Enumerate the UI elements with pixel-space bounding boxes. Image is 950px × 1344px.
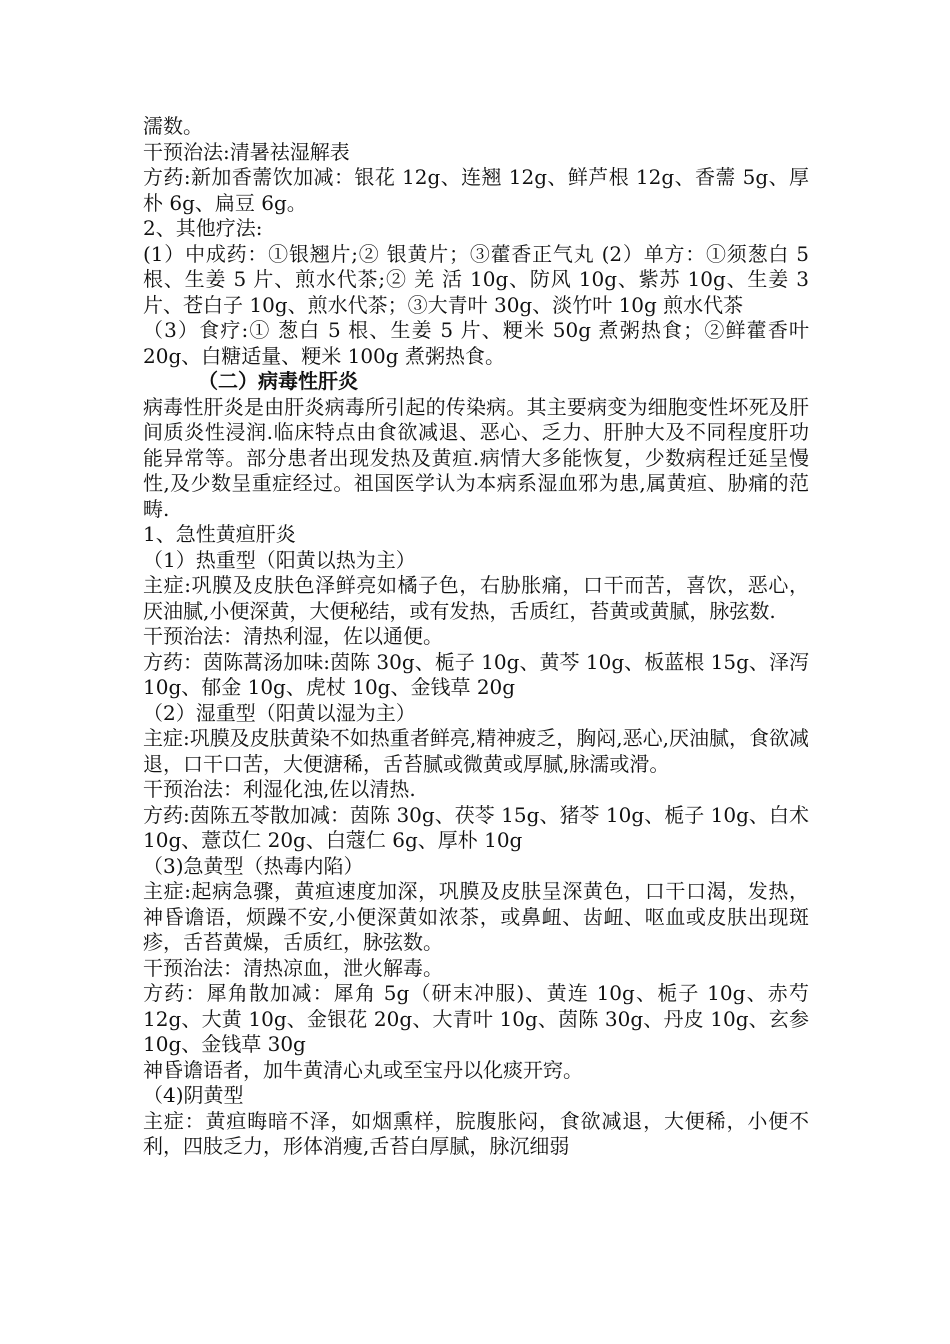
text-line: 干预治法：清热凉血，泄火解毒。 [143, 955, 443, 980]
text-line: 主症：黄疸晦暗不泽，如烟熏样，脘腹胀闷，食欲减退，大便稀，小便不利，四肢乏力，形体消瘦,舌苔白厚腻，脉沉细弱 [143, 1108, 809, 1158]
text-line: 神昏谵语者，加牛黄清心丸或至宝丹以化痰开窍。 [143, 1057, 583, 1082]
text-line: 干预治法：清热利湿，佐以通便。 [143, 624, 443, 648]
text-line: （4)阴黄型 [143, 1083, 244, 1107]
document-page [143, 114, 809, 1160]
text-line: 2、其他疗法: [143, 216, 263, 240]
text-line: 1、急性黄疸肝炎 [143, 522, 296, 546]
text-line: 方药：犀角散加减：犀角 5g（研末冲服)、黄连 10g、栀子 10g、赤芍 12g、大黄 10g、金银花 20g、大青叶 10g、茵陈 30g、丹皮 10g、玄参 10g、金钱草 30g [143, 981, 809, 1056]
text-line: 干预治法:清暑祛湿解表 [143, 139, 350, 164]
text-line: 濡数。 [143, 114, 203, 138]
text-line: (1）中成药：①银翘片;② 银黄片；③藿香正气丸 (2）单方：①须葱白 5 根、生姜 5 片、煎水代茶;② 羌 活 10g、防风 10g、紫苏 10g、生姜 3 片、苍白子 10g、煎水代茶；③大青叶 30g、淡竹叶 10g 煎水代茶 [143, 241, 809, 317]
text-line: 方药：茵陈蒿汤加味:茵陈 30g、栀子 10g、黄芩 10g、板蓝根 15g、泽泻 10g、郁金 10g、虎杖 10g、金钱草 20g [143, 649, 809, 699]
text-line: 主症:巩膜及皮肤色泽鲜亮如橘子色，右胁胀痛，口干而苦，喜饮，恶心，厌油腻,小便深黄，大便秘结，或有发热，舌质红，苔黄或黄腻，脉弦数. [143, 573, 809, 623]
text-line: （1）热重型（阳黄以热为主） [143, 547, 416, 572]
text-line: （2）湿重型（阳黄以湿为主） [143, 700, 416, 725]
text-line: 主症:巩膜及皮肤黄染不如热重者鲜亮,精神疲乏，胸闷,恶心,厌油腻，食欲减退，口干口苦，大便溏稀，舌苔腻或微黄或厚腻,脉濡或滑。 [143, 726, 809, 776]
text-line: 方药:茵陈五苓散加减：茵陈 30g、茯苓 15g、猪苓 10g、栀子 10g、白术 10g、薏苡仁 20g、白蔻仁 6g、厚朴 10g [143, 802, 809, 852]
text-line: 方药:新加香薷饮加减：银花 12g、连翘 12g、鲜芦根 12g、香薷 5g、厚朴 6g、扁豆 6g。 [143, 165, 809, 215]
text-line: 病毒性肝炎是由肝炎病毒所引起的传染病。其主要病变为细胞变性坏死及肝间质炎性浸润.临床特点由食欲减退、恶心、乏力、肝肿大及不同程度肝功能异常等。部分患者出现发热及黄疸.病情大多能恢复，少数病程迁延呈慢性,及少数呈重症经过。祖国医学认为本病系湿血邪为患,属黄疸、胁痛的范畴. [143, 394, 809, 521]
text-line: （3)急黄型（热毒内陷） [143, 853, 364, 878]
text-line: 主症:起病急骤，黄疸速度加深，巩膜及皮肤呈深黄色，口干口渴，发热，神昏谵语，烦躁不安,小便深黄如浓茶，或鼻衄、齿衄、呕血或皮肤出现斑疹，舌苔黄燥，舌质红，脉弦数。 [143, 879, 809, 954]
section-heading: （二）病毒性肝炎 [198, 369, 358, 393]
text-line: 干预治法：利湿化浊,佐以清热. [143, 777, 416, 801]
text-line: （3）食疗:① 葱白 5 根、生姜 5 片、粳米 50g 煮粥热食；②鲜藿香叶 20g、白糖适量、粳米 100g 煮粥热食。 [143, 318, 809, 368]
